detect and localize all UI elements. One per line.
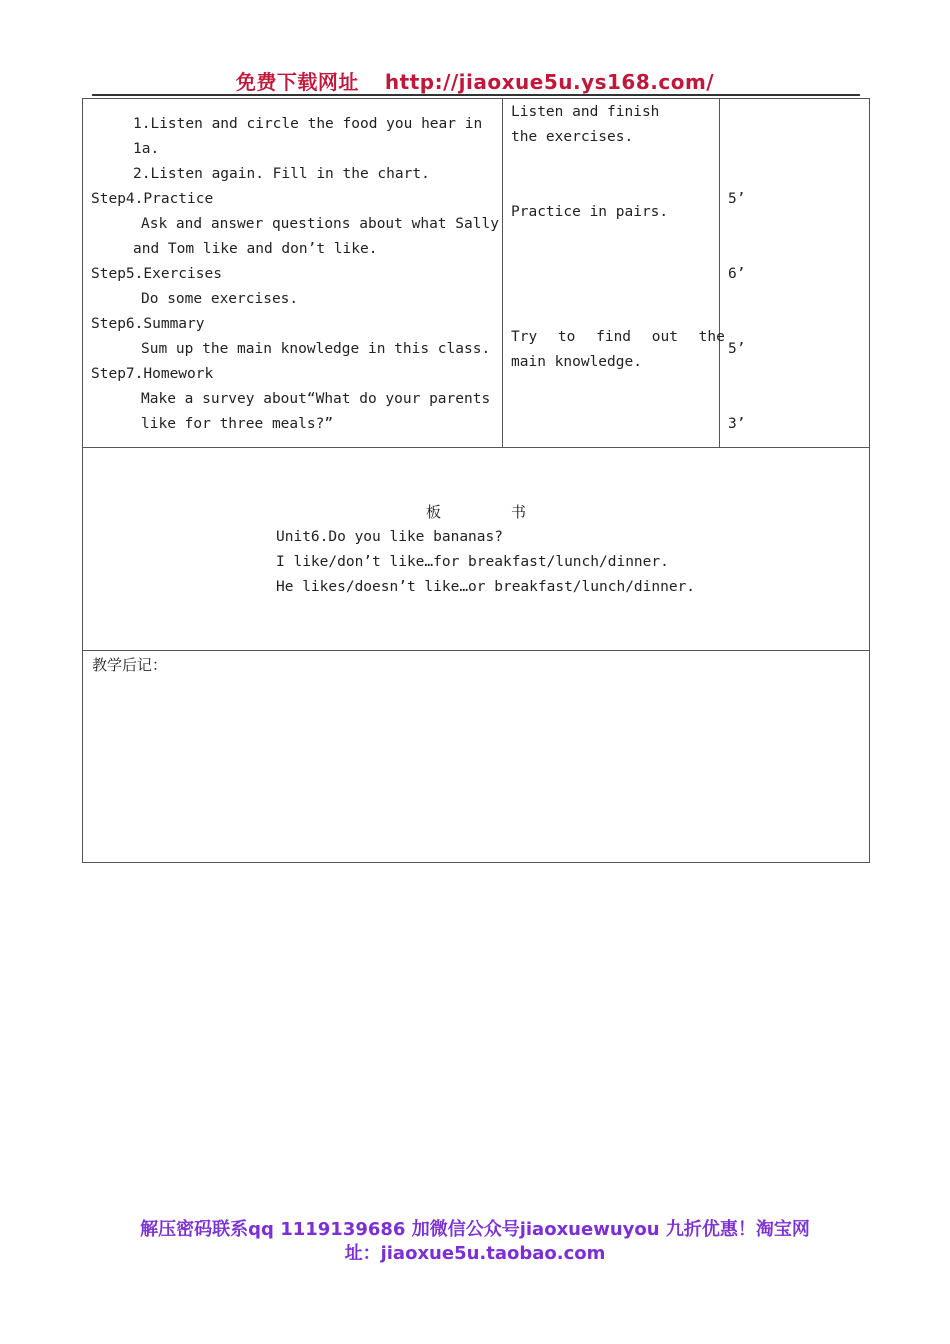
activities-cell [503,99,725,448]
procedure-line-12: Make a survey about“What do your parents [141,391,491,407]
activity-try-line2: main knowledge. [511,354,642,370]
time-cell [720,99,870,448]
procedure-line-13: like for three meals?” [141,416,334,432]
procedure-text: 1.Listen and circle the food you hear in [133,116,483,132]
procedure-row [83,99,870,448]
time-step5: 6’ [728,266,746,282]
activity-listen-line2: the exercises. [511,129,634,145]
notes-label: 教学后记： [92,656,168,674]
board-cell [83,448,870,651]
board-line-3: He likes/doesn’t like…or breakfast/lunch/dinner. [276,579,696,595]
procedure-line-8: Do some exercises. [141,291,299,307]
time-step4: 5’ [728,191,746,207]
notes-cell [83,651,870,863]
activity-try-line1: Try to find out the [511,329,725,345]
board-line-1: Unit6.Do you like bananas? [276,529,503,545]
activity-practice: Practice in pairs. [511,204,669,220]
procedure-cell [83,99,503,448]
board-row [83,448,870,651]
header-watermark [0,66,950,95]
step7-heading: Step7.Homework [91,366,214,382]
board-title-right: 书 [510,503,526,521]
time-step6: 5’ [728,341,746,357]
procedure-line-10: Sum up the main knowledge in this class. [141,341,491,357]
board-title [426,500,526,525]
header-url[interactable]: http://jiaoxue5u.ys168.com/ [384,70,715,94]
procedure-line-2: 1a. [133,141,160,157]
procedure-line-3: 2.Listen again. Fill in the chart. [133,166,430,182]
activity-listen-line1: Listen and finish [511,104,660,120]
step6-heading: Step6.Summary [91,316,205,332]
footer-line-1: 解压密码联系qq 1119139686 加微信公众号jiaoxuewuyou 九折优惠！淘宝网 [140,1219,810,1240]
board-line-2: I like/don’t like…for breakfast/lunch/dinner. [276,554,669,570]
board-title-left: 板 [426,503,442,521]
step4-heading: Step4.Practice [91,191,214,207]
footer-watermark [0,1218,950,1266]
procedure-line-6: and Tom like and don’t like. [133,241,378,257]
header-divider [92,94,860,96]
time-step7: 3’ [728,416,746,432]
footer-line-2[interactable]: 址：jiaoxue5u.taobao.com [344,1243,606,1264]
notes-row [83,651,870,863]
procedure-line-1 [133,112,494,137]
step5-heading: Step5.Exercises [91,266,222,282]
procedure-line-5: Ask and answer questions about what Sally [141,216,499,232]
header-label: 免费下载网址 [235,70,359,94]
lesson-plan-table [82,98,870,863]
